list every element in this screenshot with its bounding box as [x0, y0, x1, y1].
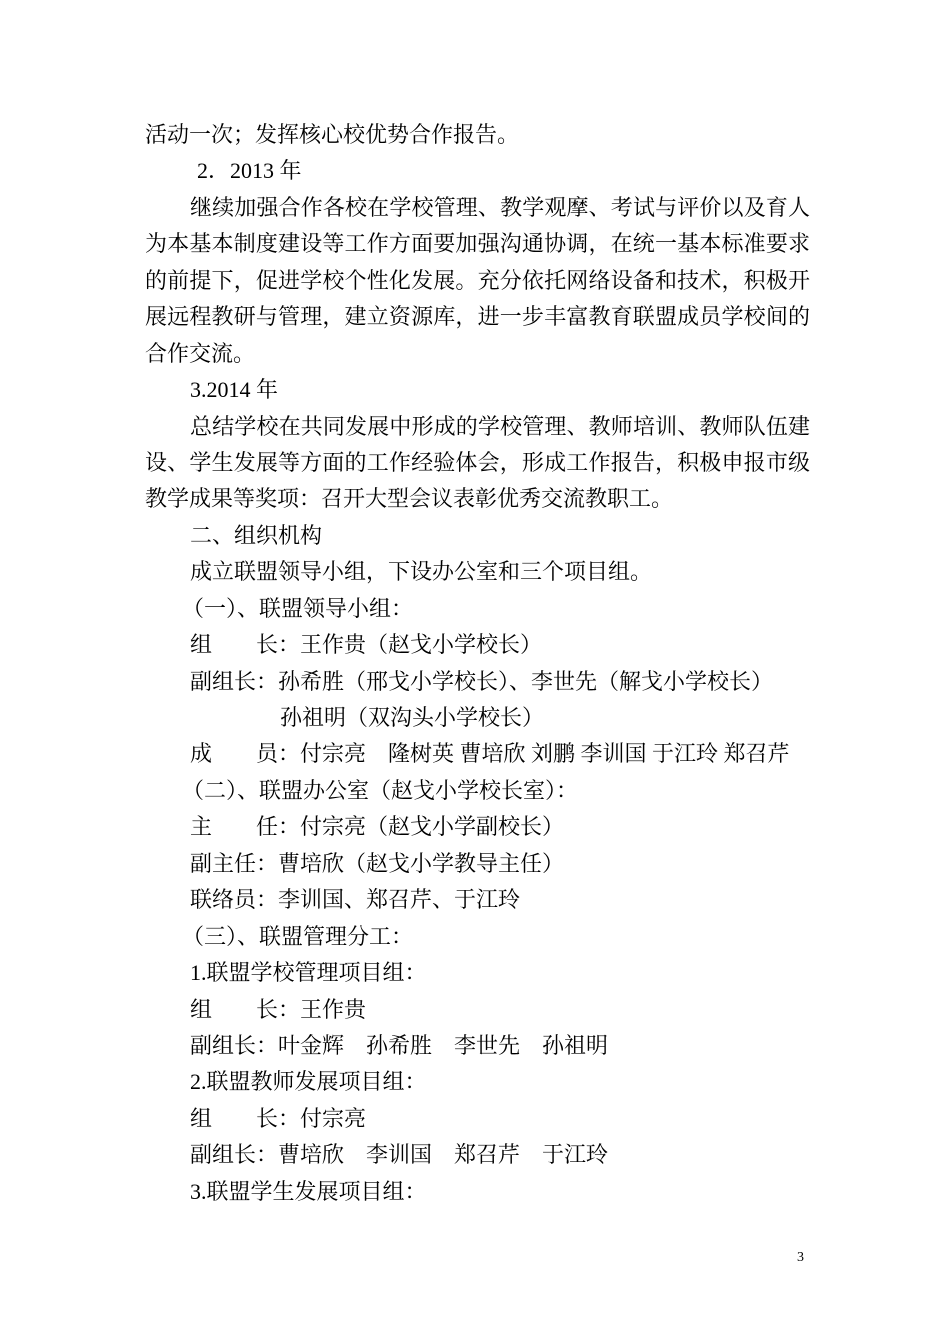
plan-2013-heading: 2．2013 年	[197, 158, 302, 184]
group-title-teacher-development: 2.联盟教师发展项目组：	[190, 1069, 427, 1095]
leadership-deputy: 副组长：孙希胜（邢戈小学校长）、李世先（解戈小学校长）	[190, 668, 774, 694]
org-intro: 成立联盟领导小组，下设办公室和三个项目组。	[190, 559, 653, 585]
plan-2013-line: 的前提下，促进学校个性化发展。充分依托网络设备和技术，积极开	[145, 267, 810, 293]
org-heading: 二、组织机构	[190, 522, 323, 548]
plan-2014-line: 总结学校在共同发展中形成的学校管理、教师培训、教师队伍建	[190, 413, 810, 439]
office-liaison: 联络员：李训国、郑召芹、于江玲	[190, 887, 521, 913]
group-title-school-management: 1.联盟学校管理项目组：	[190, 960, 427, 986]
division-heading: （三）、联盟管理分工：	[182, 923, 414, 949]
group-deputies-teacher-development: 副组长：曹培欣 李训国 郑召芹 于江玲	[190, 1142, 609, 1168]
plan-2014-heading: 3.2014 年	[190, 377, 279, 403]
group-leader-school-management: 组 长：王作贵	[190, 996, 367, 1022]
plan-2013-line: 继续加强合作各校在学校管理、教学观摩、考试与评价以及育人	[190, 194, 810, 220]
document-body	[145, 117, 810, 1210]
plan-2014-line: 设、学生发展等方面的工作经验体会，形成工作报告，积极申报市级	[145, 449, 810, 475]
plan-2014-line: 教学成果等奖项：召开大型会议表彰优秀交流教职工。	[145, 486, 674, 512]
leadership-deputy-cont: 孙祖明（双沟头小学校长）	[280, 705, 545, 730]
group-deputies-school-management: 副组长：叶金辉 孙希胜 李世先 孙祖明	[190, 1032, 609, 1058]
leadership-members: 成 员：付宗亮 隆树英 曹培欣 刘鹏 李训国 于江玲 郑召芹	[190, 741, 790, 767]
plan-2013-line: 合作交流。	[145, 340, 256, 366]
plan-2013-line: 为本基本制度建设等工作方面要加强沟通协调，在统一基本标准要求	[145, 231, 810, 257]
page-number: 3	[797, 1250, 804, 1265]
group-leader-teacher-development: 组 长：付宗亮	[190, 1105, 367, 1131]
plan-2013-line: 展远程教研与管理，建立资源库，进一步丰富教育联盟成员学校间的	[145, 304, 810, 330]
leadership-heading: （一）、联盟领导小组：	[182, 595, 414, 621]
office-heading: （二）、联盟办公室（赵戈小学校长室）：	[182, 777, 579, 803]
plan-intro-tail: 活动一次；发挥核心校优势合作报告。	[145, 122, 520, 147]
office-deputy-director: 副主任：曹培欣（赵戈小学教导主任）	[190, 850, 565, 876]
group-title-student-development: 3.联盟学生发展项目组：	[190, 1178, 427, 1204]
office-director: 主 任：付宗亮（赵戈小学副校长）	[190, 814, 565, 840]
leadership-leader: 组 长：王作贵（赵戈小学校长）	[190, 632, 543, 658]
